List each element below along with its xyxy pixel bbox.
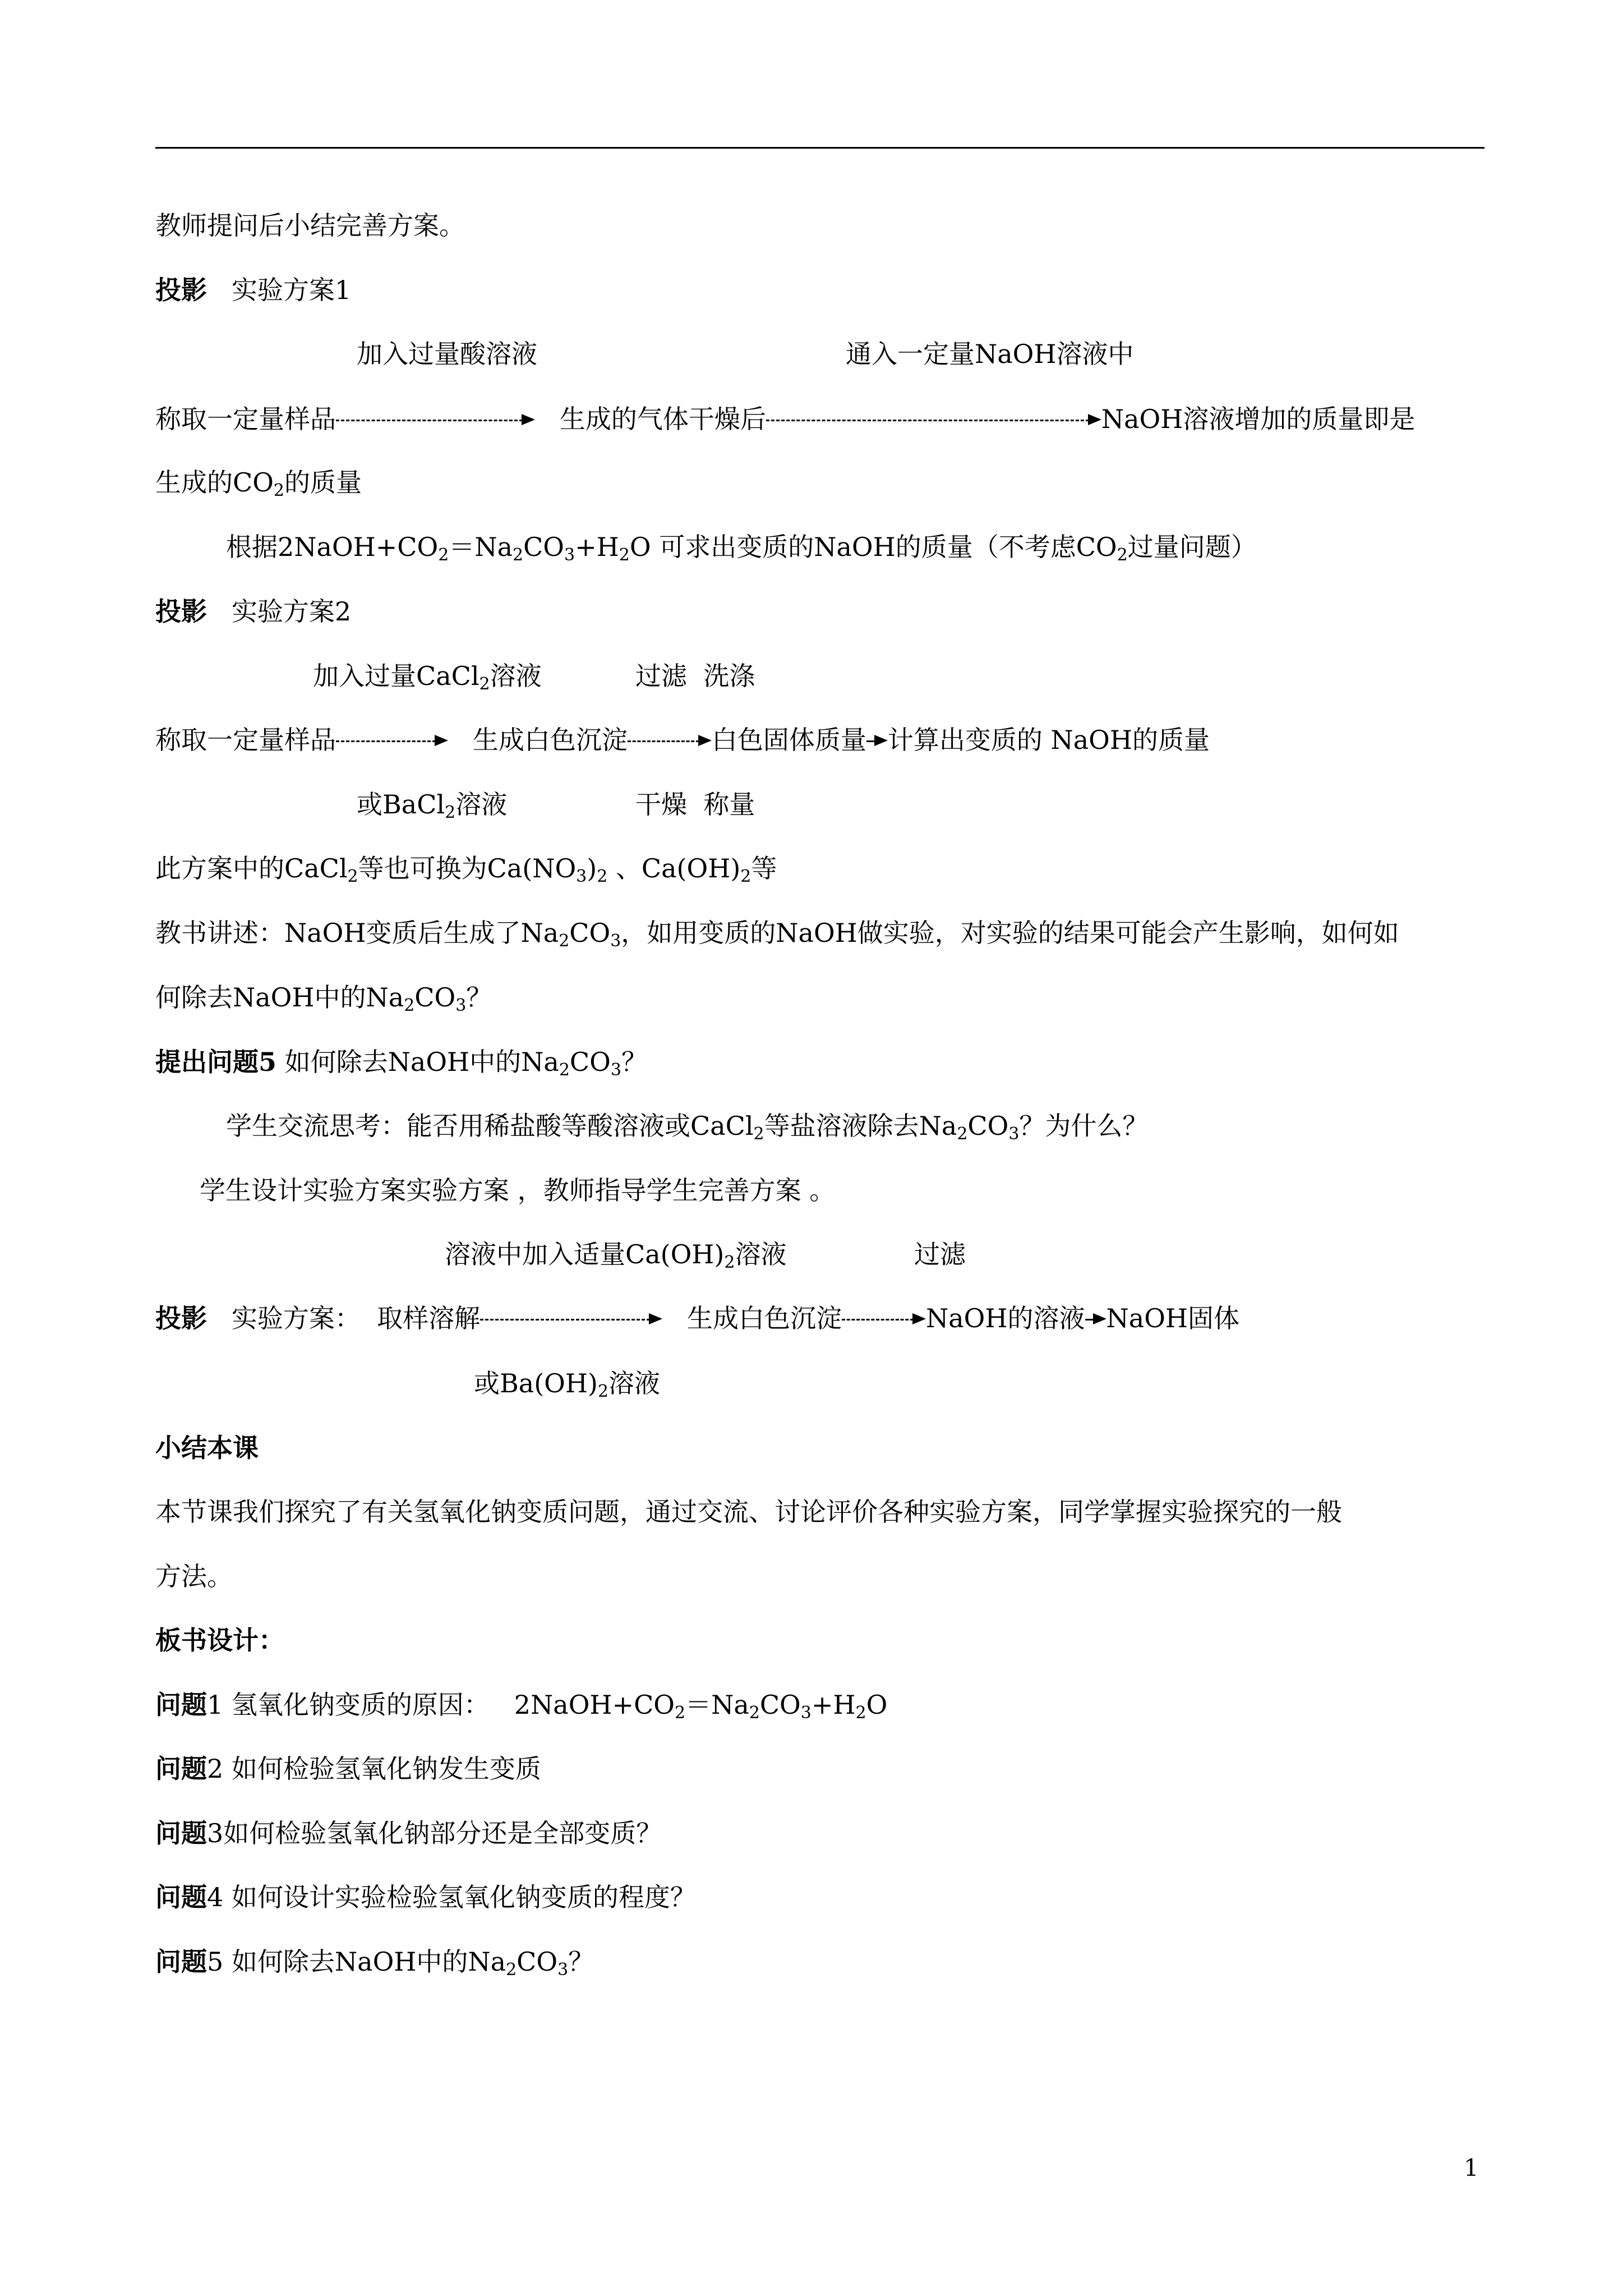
paragraph: 教书讲述：NaOH变质后生成了$Na_2CO_3$，如用变质的NaOH做实验，对实验的结果可能会产生影响，如何如 <box>155 918 1399 951</box>
scheme2-label-above: 过滤 洗涤 <box>635 661 755 691</box>
dashed-arrow-icon <box>766 418 1101 422</box>
paragraph: 本节课我们探究了有关氢氧化钠变质问题，通过交流、讨论评价各种实验方案，同学掌握实验探究的一般 <box>155 1497 1342 1527</box>
arrow-icon <box>866 739 888 743</box>
section-heading: 小结本课 <box>155 1433 259 1463</box>
scheme3-flow: 投影 实验方案： 取样溶解 生成白色沉淀 NaOH的溶液 NaOH固体 <box>155 1303 1240 1333</box>
dashed-arrow-icon <box>336 418 535 422</box>
paragraph: 此方案中的CaCl$_2$等也可换为$Ca(NO_3)_2$ 、$Ca(OH)_2$等 <box>155 853 777 886</box>
paragraph: 生成的$CO_2$的质量 <box>155 467 362 500</box>
paragraph: 教师提问后小结完善方案。 <box>155 210 465 241</box>
section-heading: 板书设计： <box>155 1625 284 1655</box>
page-number: 1 <box>1464 2154 1479 2182</box>
dashed-arrow-icon <box>842 1318 926 1321</box>
dashed-arrow-icon <box>480 1318 662 1321</box>
scheme1-label-above: 加入过量酸溶液 <box>357 339 537 369</box>
board-item: 问题5 如何除去NaOH中的$Na_2CO_3$？ <box>155 1947 594 1980</box>
board-item: 问题1 氢氧化钠变质的原因： $2NaOH+CO_2=Na_2CO_3+H_2O$ <box>155 1690 888 1723</box>
dashed-arrow-icon <box>628 739 712 743</box>
scheme2-label-below: 干燥 称量 <box>635 789 755 820</box>
question-5: 提出问题5 如何除去NaOH中的$Na_2CO_3$？ <box>155 1047 647 1080</box>
scheme2-label-below: 或BaCl$_2$溶液 <box>357 789 508 822</box>
paragraph: 投影 实验方案2 <box>155 596 352 627</box>
scheme2-flow: 称取一定量样品 生成白色沉淀 白色固体质量 计算出变质的 NaOH的质量 <box>155 725 1210 755</box>
scheme1-flow: 称取一定量样品 生成的气体干燥后 NaOH溶液增加的质量即是 <box>155 404 1415 434</box>
paragraph: 学生设计实验方案实验方案 ，教师指导学生完善方案 。 <box>200 1175 836 1205</box>
equation-line: 根据$2NaOH+CO_2=Na_2CO_3+H_2O$ 可求出变质的NaOH的质量（不考虑$CO_2$过量问题） <box>226 532 1257 565</box>
arrow-icon <box>1085 1318 1106 1321</box>
paragraph: 投影 实验方案1 <box>155 275 352 305</box>
paragraph: 方法。 <box>155 1561 233 1591</box>
paragraph: 学生交流思考：能否用稀盐酸等酸溶液或CaCl$_2$等盐溶液除去$Na_2CO_3$？为什么？ <box>226 1111 1149 1144</box>
header-rule <box>155 147 1484 149</box>
board-item: 问题4 如何设计实验检验氢氧化钠变质的程度？ <box>155 1882 696 1912</box>
scheme3-label-below: 或$Ba(OH)_2$溶液 <box>474 1368 661 1401</box>
dashed-arrow-icon <box>336 739 448 743</box>
paragraph: 何除去NaOH中的$Na_2CO_3$？ <box>155 982 492 1015</box>
scheme1-label-above: 通入一定量NaOH溶液中 <box>846 339 1134 369</box>
board-item: 问题3如何检验氢氧化钠部分还是全部变质？ <box>155 1818 662 1848</box>
scheme3-label-above: 溶液中加入适量$Ca(OH)_2$溶液 <box>445 1239 787 1272</box>
scheme2-label-above: 加入过量CaCl$_2$溶液 <box>313 661 542 694</box>
board-item: 问题2 如何检验氢氧化钠发生变质 <box>155 1754 541 1784</box>
scheme3-label-above: 过滤 <box>914 1239 966 1269</box>
